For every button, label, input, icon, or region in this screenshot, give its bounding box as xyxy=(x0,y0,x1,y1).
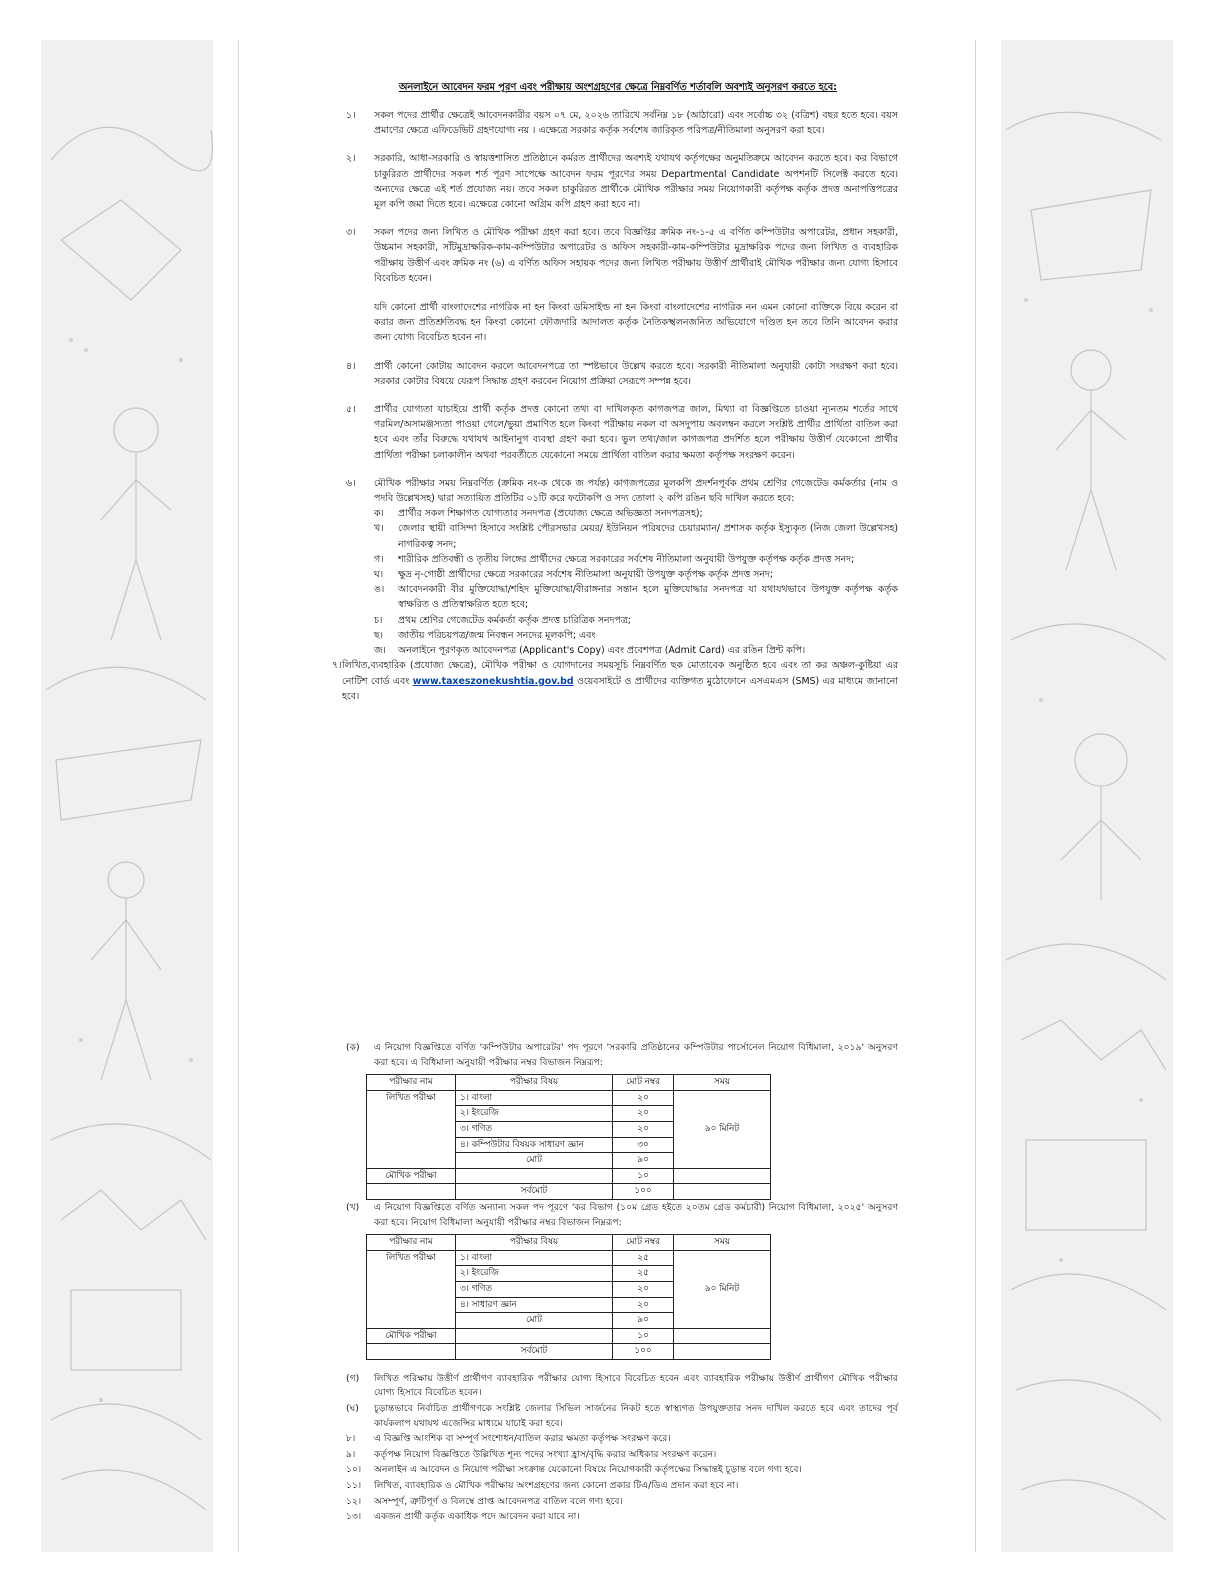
marks-cell: ২০ xyxy=(613,1106,674,1122)
subitem-label: চ। xyxy=(374,614,383,626)
viva-exam-label: মৌখিক পরীক্ষা xyxy=(367,1168,456,1184)
subitem-text: আবেদনকারী বীর মুক্তিযোদ্ধা/শহিদ মুক্তিযোদ্ধা/বীরাঙ্গনার সন্তান হলে মুক্তিযোদ্ধার সনদপত্র যা যথাযথভাবে উপযুক্ত কর্তৃপক্ষ কর্তৃক স্বাক্ষরিত ও প্রতিস্বাক্ষরিত হতে হবে; xyxy=(398,584,898,611)
item-text: অনলাইন এ আবেদন ও নিয়োগ পরীক্ষা সংক্রান্ত যেকোনো বিষয়ে নিয়োগকারী কর্তৃপক্ষের সিদ্ধান্তই চূড়ান্ত বলে গণ্য হবে। xyxy=(374,1464,802,1476)
left-decorative-sketch-panel xyxy=(41,40,213,1552)
website-link[interactable]: www.taxeszonekushtia.gov.bd xyxy=(412,675,574,687)
marks-cell: ২০ xyxy=(613,1281,674,1297)
header-exam-name: পরীক্ষার নাম xyxy=(367,1235,456,1251)
table-row xyxy=(367,1328,771,1344)
section-kha xyxy=(338,1201,898,1230)
written-exam-label: লিখিত পরীক্ষা xyxy=(367,1250,456,1328)
item-number: ১৩। xyxy=(346,1511,362,1523)
header-time: সময় xyxy=(674,1235,771,1251)
marks-cell: ২০ xyxy=(613,1121,674,1137)
document-subitem xyxy=(374,552,898,567)
header-subject: পরীক্ষার বিষয় xyxy=(456,1075,613,1091)
item-number: ২। xyxy=(346,153,356,165)
subitem-label: ক। xyxy=(374,508,384,520)
viva-exam-label: মৌখিক পরীক্ষা xyxy=(367,1328,456,1344)
item-number: ১০। xyxy=(346,1464,362,1476)
subitem-label: খ। xyxy=(374,523,384,535)
document-subitem xyxy=(374,643,898,658)
table-row xyxy=(367,1090,771,1106)
item-text: অসম্পূর্ণ, ত্রুটিপূর্ণ ও বিলম্বে প্রাপ্ত আবেদনপত্র বাতিল বলে গণ্য হবে। xyxy=(374,1495,623,1507)
item-text: মৌখিক পরীক্ষার সময় নিম্নবর্ণিত (ক্রমিক নং-ক থেকে জ পর্যন্ত) কাগজপত্রের মূলকপি প্রদর্শনপূর্বক প্রথম শ্রেণির গেজেটেড কর্মকর্তার (নাম ও পদবি উল্লেখসহ) দ্বারা সত্যায়িত প্রতিটির ০১টি করে ফটোকপি ও সদ্য তোলা ২ কপি রঙিন ছবি দাখিল করতে হবে: xyxy=(374,477,898,505)
total-label: মোট xyxy=(456,1313,613,1329)
subitem-text: অনলাইনে পূরণকৃত আবেদনপত্র (Applicant's Copy) এবং প্রবেশপত্র (Admit Card) এর রঙিন প্রিন্ট কপি। xyxy=(398,645,806,657)
item-text: একজন প্রার্থী কর্তৃক একাধিক পদে আবেদন করা যাবে না। xyxy=(374,1511,580,1523)
item-number: ১২। xyxy=(346,1495,362,1507)
item-number: ৭। xyxy=(332,660,342,672)
condition-item-9 xyxy=(338,1448,898,1463)
item-text: লিখিত, ব্যাবহারিক ও মৌখিক পরীক্ষায় অংশগ্রহণের জন্য কোনো প্রকার টিএ/ডিএ প্রদান করা হবে না। xyxy=(374,1480,739,1492)
subitem-text: জেলার স্থায়ী বাসিন্দা হিসাবে সংশ্লিষ্ট পৌরসভার মেয়র/ ইউনিয়ন পরিষদের চেয়ারম্যান/ প্রশাসক কর্তৃক ইস্যুকৃত (নিজ জেলা উল্লেখসহ) নাগরিকত্ব সনদ; xyxy=(398,523,898,550)
document-subitem xyxy=(374,582,898,612)
exam-marks-section xyxy=(338,1041,898,1526)
section-label: (গ) xyxy=(346,1372,360,1384)
subitem-label: গ। xyxy=(374,553,384,565)
table-row xyxy=(367,1184,771,1200)
condition-item-8 xyxy=(338,1432,898,1447)
condition-item-2 xyxy=(338,151,898,212)
document-subitem xyxy=(374,628,898,643)
table-header-row xyxy=(367,1235,771,1251)
marks-cell: ২৫ xyxy=(613,1250,674,1266)
subitem-label: ঘ। xyxy=(374,569,384,581)
item-text: সরকারি, আধা-সরকারি ও স্বায়ত্তশাসিত প্রতিষ্ঠানে কর্মরত প্রার্থীদের অবশ্যই যথাযথ কর্তৃপক্ষের অনুমতিক্রমে আবেদন করতে হবে। কর বিভাগে চাকুরিরত প্রার্থীদের সকল শর্ত পূরণ সাপেক্ষে আবেদন ফরম পূরণের সময় Departmental Candidate অপশনটি সিলেক্ট করতে হবে। অন্যদের ক্ষেত্রে এই শর্ত প্রযোজ্য নয়। তবে সকল চাকুরিরত প্রার্থীকে মৌখিক পরীক্ষার সময় নিয়োগকারী কর্তৃপক্ষ কর্তৃক প্রদত্ত অনাপত্তিপত্রের মূল কপি জমা দিতে হবে। এক্ষেত্রে কোনো অগ্রিম কপি গ্রহণ করা হবে না। xyxy=(374,153,898,211)
grand-total-value: ১০০ xyxy=(613,1184,674,1200)
subject-cell: ২। ইংরেজি xyxy=(456,1266,613,1282)
subitem-text: ক্ষুদ্র নৃ-গোষ্ঠী প্রার্থীদের ক্ষেত্রে সরকারের সর্বশেষ নীতিমালা অনুযায়ী উপযুক্ত কর্তৃপক্ষ কর্তৃক প্রদত্ত সনদ; xyxy=(398,569,774,581)
total-value: ৯০ xyxy=(613,1153,674,1169)
written-exam-label: লিখিত পরীক্ষা xyxy=(367,1090,456,1168)
total-label: মোট xyxy=(456,1153,613,1169)
item-number: ৩। xyxy=(346,227,356,239)
subitem-text: শারীরিক প্রতিবন্ধী ও তৃতীয় লিঙ্গের প্রার্থীদের ক্ষেত্রে সরকারের সর্বশেষ নীতিমালা অনুযায়ী উপযুক্ত কর্তৃপক্ষ কর্তৃক প্রদত্ত সনদ; xyxy=(398,553,855,565)
marks-table-computer-operator xyxy=(366,1074,771,1200)
condition-item-4 xyxy=(338,359,898,389)
condition-item-3 xyxy=(338,225,898,345)
grand-total-label: সর্বমোট xyxy=(456,1184,613,1200)
header-time: সময় xyxy=(674,1075,771,1091)
section-text: চূড়ান্তভাবে নির্বাচিত প্রার্থীগণকে সংশ্লিষ্ট জেলার সিভিল সার্জনের নিকট হতে স্বাস্থ্যগত উপযুক্ততার সনদ দাখিল করতে হবে এবং তাদের পূর্ব কার্যকলাপ যথাযথ এজেন্সির মাধ্যমে যাচাই করা হবে। xyxy=(374,1403,898,1429)
item-text: সকল পদের জন্য লিখিত ও মৌখিক পরীক্ষা গ্রহণ করা হবে। তবে বিজ্ঞপ্তির ক্রমিক নং-১-৫ এ বর্ণিত কম্পিউটার অপারেটর, প্রধান সহকারী, উচ্চমান সহকারী, সাঁটমুদ্রাক্ষরিক-কাম-কম্পিউটার অপারেটর ও অফিস সহকারী-কাম-কম্পিউটার মুদ্রাক্ষরিক পদের জন্য লিখিত ও ব্যবহারিক পরীক্ষায় উত্তীর্ণ এবং ক্রমিক নং (৬) এ বর্ণিত অফিস সহায়ক পদের জন্য লিখিত পরীক্ষায় উত্তীর্ণ প্রার্থীরাই মৌখিক পরীক্ষার জন্য যোগ্য হিসাবে বিবেচিত হবেন। xyxy=(374,227,898,284)
time-cell: ৯০ মিনিট xyxy=(674,1090,771,1168)
schedule-text: লিখিত,ব্যবহারিক (প্রযোজ্য ক্ষেত্রে), মৌখিক পরীক্ষা ও যোগদানের সময়সূচি নিম্নবর্ণিত ছক মোতাবেক অনুষ্ঠিত হবে এবং তা কর অঞ্চল-কুষ্টিয়া এর নোটিশ বোর্ড এবং xyxy=(342,660,898,687)
subject-cell: ৩। গণিত xyxy=(456,1281,613,1297)
marks-cell: ৩০ xyxy=(613,1137,674,1153)
document-subitem xyxy=(374,521,898,551)
section-text: এ নিয়োগ বিজ্ঞপ্তিতে বর্ণিত অন্যান্য সকল পদ পূরণে 'কর বিভাগ (১০ম গ্রেড হইতে ২০তম গ্রেড কর্মচারী) নিয়োগ বিধিমালা, ২০২৫' অনুসরণ করা হবে। নিয়োগ বিধিমালা অনুযায়ী পরীক্ষার নম্বর বিভাজন নিম্নরূপ: xyxy=(374,1201,898,1228)
viva-marks: ১০ xyxy=(613,1328,674,1344)
table-header-row xyxy=(367,1075,771,1091)
remaining-conditions xyxy=(338,1372,898,1525)
item-number: ৯। xyxy=(346,1448,356,1460)
condition-item-7 xyxy=(332,658,898,704)
document-subitem xyxy=(374,613,898,628)
marks-cell: ২০ xyxy=(613,1297,674,1313)
required-documents-list xyxy=(374,506,898,658)
subject-cell: ২। ইংরেজি xyxy=(456,1106,613,1122)
header-total-marks: মোট নম্বর xyxy=(613,1075,674,1091)
document-subitem xyxy=(374,506,898,521)
subject-cell: ৪। সাধারণ জ্ঞান xyxy=(456,1297,613,1313)
item-text: প্রার্থী কোনো কোটায় আবেদন করলে আবেদনপত্রে তা স্পষ্টভাবে উল্লেখ করতে হবে। সরকারী নীতিমালা অনুযায়ী কোটা সংরক্ষণ করা হবে। সরকার কোটার বিষয়ে যেরূপ সিদ্ধান্ত গ্রহণ করবেন নিয়োগ প্রক্রিয়া সেরূপে সম্পন্ন হবে। xyxy=(374,360,898,387)
subitem-text: প্রথম শ্রেণির গেজেটেড কর্মকর্তা কর্তৃক প্রদত্ত চারিত্রিক সনদপত্র; xyxy=(398,614,631,626)
item-text xyxy=(342,658,898,704)
subitem-text: প্রার্থীর সকল শিক্ষাগত যোগ্যতার সনদপত্র (প্রযোজ্য ক্ষেত্রে অভিজ্ঞতা সনদপত্রসহ); xyxy=(398,508,703,520)
header-exam-name: পরীক্ষার নাম xyxy=(367,1075,456,1091)
condition-item-10 xyxy=(338,1463,898,1478)
subitem-text: জাতীয় পরিচয়পত্র/জন্ম নিবন্ধন সনদের মূলকপি; এবং xyxy=(398,629,596,641)
condition-item-11 xyxy=(338,1479,898,1494)
item-text: সকল পদের প্রার্থীর ক্ষেত্রেই আবেদনকারীর বয়স ০৭ মে, ২০২৬ তারিখে সর্বনিম্ন ১৮ (আঠারো) এবং সর্বোচ্চ ৩২ (বত্রিশ) বছর হতে হবে। বয়স প্রমাণের ক্ষেত্রে এফিডেভিট গ্রহণযোগ্য নয় । এক্ষেত্রে সরকার কর্তৃক সর্বশেষ জারিকৃত পরিপত্র/নীতিমালা অনুসরণ করা হবে। xyxy=(374,110,898,137)
item-text-secondary: যদি কোনো প্রার্থী বাংলাদেশের নাগরিক না হন কিংবা ডমিসাইল্ড না হন কিংবা বাংলাদেশের নাগরিক নন এমন কোনো ব্যক্তিকে বিয়ে করেন বা করার জন্য প্রতিশ্রুতিবদ্ধ হন কিংবা কোনো ফৌজদারি আদালত কর্তৃক নৈতিকস্খলনজনিত অভিযোগে দণ্ডিত হন তবে তিনি আবেদন করার জন্য যোগ্য বিবেচিত হবেন না। xyxy=(374,302,898,344)
section-label: (খ) xyxy=(346,1201,360,1213)
subject-cell: ১। বাংলা xyxy=(456,1090,613,1106)
section-text: এ নিয়োগ বিজ্ঞপ্তিতে বর্ণিত 'কম্পিউটার অপারেটর' পদ পূরণে 'সরকারি প্রতিষ্ঠানের কম্পিউটার পার্সোনেল নিয়োগ বিধিমালা, ২০১৯' অনুসরণ করা হবে। এ বিধিমালা অনুযায়ী পরীক্ষার নম্বর বিভাজন নিম্নরূপ: xyxy=(374,1042,898,1068)
conditions-list xyxy=(332,108,898,717)
viva-marks: ১০ xyxy=(613,1168,674,1184)
table-row xyxy=(367,1168,771,1184)
grand-total-value: ১০০ xyxy=(613,1344,674,1360)
item-number: ৮। xyxy=(346,1433,356,1445)
table-row xyxy=(367,1250,771,1266)
grand-total-label: সর্বমোট xyxy=(456,1344,613,1360)
item-number: ৪। xyxy=(346,360,356,372)
condition-item-6 xyxy=(338,476,898,658)
condition-item-13 xyxy=(338,1510,898,1525)
marks-table-other-posts xyxy=(366,1234,771,1360)
item-number: ১১। xyxy=(346,1480,362,1492)
item-text: কর্তৃপক্ষ নিয়োগ বিজ্ঞপ্তিতে উল্লিখিত শূন্য পদের সংখ্যা হ্রাস/বৃদ্ধি করার অধিকার সংরক্ষণ করেন। xyxy=(374,1448,717,1460)
subject-cell: ১। বাংলা xyxy=(456,1250,613,1266)
condition-item-1 xyxy=(338,108,898,138)
section-ga xyxy=(338,1372,898,1401)
subject-cell: ৩। গণিত xyxy=(456,1121,613,1137)
subitem-label: জ। xyxy=(374,645,386,657)
right-sketch-illustration xyxy=(1001,40,1173,1552)
subitem-label: ঙ। xyxy=(374,584,385,596)
section-label: (ক) xyxy=(346,1042,360,1053)
header-total-marks: মোট নম্বর xyxy=(613,1235,674,1251)
schedule-text-continued: ওয়েবসাইটে ও প্রার্থীদের ব্যক্তিগত মুঠোফোনে এসএমএস (SMS) এর মাধ্যমে জানানো হবে। xyxy=(342,675,898,702)
right-decorative-sketch-panel xyxy=(1001,40,1173,1552)
total-value: ৯০ xyxy=(613,1313,674,1329)
time-cell: ৯০ মিনিট xyxy=(674,1250,771,1328)
item-number: ১। xyxy=(346,110,356,121)
item-text: প্রার্থীর যোগ্যতা যাচাইয়ে প্রার্থী কর্তৃক প্রদত্ত কোনো তথ্য বা দাখিলকৃত কাগজপত্র জাল, মিথ্যা বা বিজ্ঞপ্তিতে চাওয়া ন্যূনতম শর্তের সাথে গরমিল/অসামঞ্জস্যতা পাওয়া গেলে/ভুয়া প্রমাণিত হলে কিংবা পরীক্ষায় নকল বা অসদুপায় অবলম্বন করলে সংশ্লিষ্ট প্রার্থীর প্রার্থিতা বাতিল করা হবে এবং তাঁর বিরুদ্ধে যথাযথ আইনানুগ ব্যবস্থা গ্রহণ করা হবে। ভুল তথ্য/জাল কাগজপত্র প্রদর্শিত হলে পরীক্ষায় উত্তীর্ণ যেকোনো প্রার্থীর প্রার্থিতা পরীক্ষা চলাকালীন অথবা পরবর্তীতে যেকোনো সময়ে প্রার্থিতা বাতিল করার ক্ষমতা কর্তৃপক্ষ সংরক্ষণ করেন। xyxy=(374,404,898,461)
condition-item-12 xyxy=(338,1495,898,1510)
marks-cell: ২০ xyxy=(613,1090,674,1106)
condition-item-5 xyxy=(338,402,898,463)
subject-cell: ৪। কম্পিউটার বিষয়ক সাধারণ জ্ঞান xyxy=(456,1137,613,1153)
table-row xyxy=(367,1344,771,1360)
section-gha xyxy=(338,1402,898,1431)
item-number: ৬। xyxy=(346,477,356,489)
section-text: লিখিত পরিক্ষায় উত্তীর্ণ প্রার্থীগণ ব্যাবহারিক পরীক্ষার যোগ্য হিসাবে বিবেচিত হবেন এবং ব্যাবহারিক পরীক্ষায় উত্তীর্ণ প্রার্থীগণ মৌখিক পরীক্ষার যোগ্য হিসাবে বিবেচিত হবেন। xyxy=(374,1372,898,1399)
marks-cell: ২৫ xyxy=(613,1266,674,1282)
item-text: এ বিজ্ঞপ্তি আংশিক বা সম্পূর্ণ সংশোধন/বাতিল করার ক্ষমতা কর্তৃপক্ষ সংরক্ষণ করে। xyxy=(374,1433,671,1445)
left-sketch-illustration xyxy=(41,40,213,1552)
section-ka xyxy=(338,1041,898,1070)
conditions-heading: অনলাইনে আবেদন ফরম পূরণ এবং পরীক্ষায় অংশগ্রহণের ক্ষেত্রে নিম্নবর্ণিত শর্তাবলি অবশ্যই অনুসরণ করতে হবে: xyxy=(398,82,838,93)
subitem-label: ছ। xyxy=(374,629,384,641)
section-label: (ঘ) xyxy=(346,1403,359,1415)
document-subitem xyxy=(374,567,898,582)
item-number: ৫। xyxy=(346,404,356,416)
header-subject: পরীক্ষার বিষয় xyxy=(456,1235,613,1251)
